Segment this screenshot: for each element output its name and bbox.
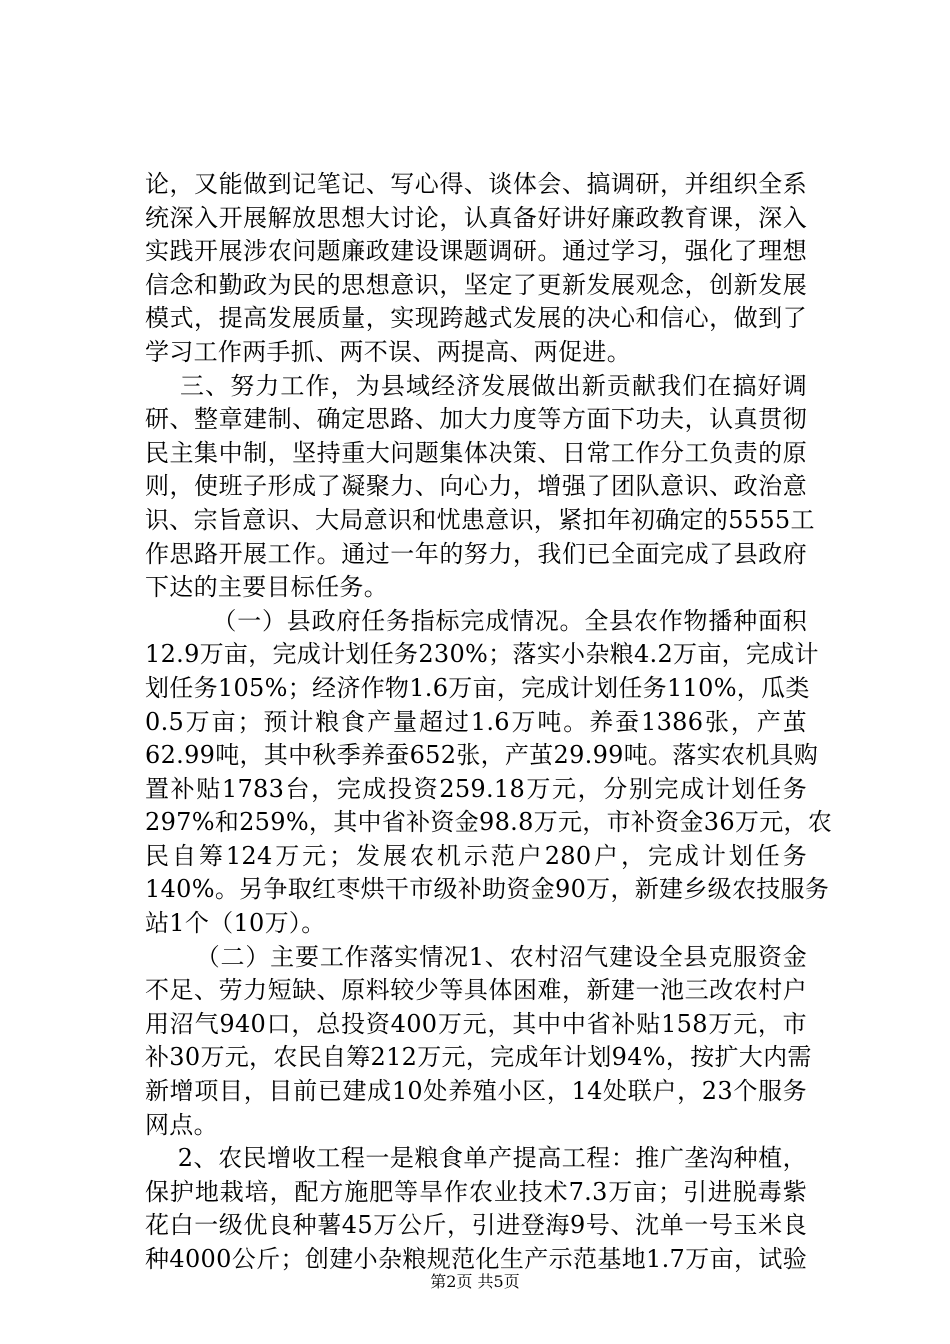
text-line: 信念和勤政为民的思想意识，坚定了更新发展观念，创新发展 bbox=[145, 270, 807, 299]
body-text bbox=[145, 168, 833, 1277]
text-line: 模式，提高发展质量，实现跨越式发展的决心和信心，做到了 bbox=[145, 304, 807, 333]
text-line: 下达的主要目标任务。 bbox=[145, 573, 388, 602]
text-line: 140%。另争取红枣烘干市级补助资金90万，新建乡级农技服务 bbox=[145, 875, 830, 904]
text-line: 用沼气940口，总投资400万元，其中中省补贴158万元，市 bbox=[145, 1009, 807, 1038]
text-line: 民主集中制，坚持重大问题集体决策、日常工作分工负责的原 bbox=[145, 438, 807, 467]
text-line: 民自筹124万元；发展农机示范户280户，完成计划任务 bbox=[145, 841, 807, 870]
text-line: 站1个（10万）。 bbox=[145, 909, 326, 938]
page-footer: 第2页 共5页 bbox=[430, 1272, 520, 1291]
text-line: 补30万元，农民自筹212万元，完成年计划94%，按扩大内需 bbox=[145, 1043, 812, 1072]
text-line: 不足、劳力短缺、原料较少等具体困难，新建一池三改农村户 bbox=[145, 976, 807, 1005]
text-line: 62.99吨，其中秋季养蚕652张，产茧29.99吨。落实农机具购 bbox=[145, 741, 819, 770]
text-line: 0.5万亩；预计粮食产量超过1.6万吨。养蚕1386张，产茧 bbox=[145, 707, 807, 736]
text-line: （一）县政府任务指标完成情况。全县农作物播种面积 bbox=[145, 606, 807, 635]
text-line: （二）主要工作落实情况1、农村沼气建设全县克服资金 bbox=[145, 942, 807, 971]
text-line: 划任务105%；经济作物1.6万亩，完成计划任务110%，瓜类 bbox=[145, 673, 810, 702]
text-line: 三、努力工作，为县域经济发展做出新贡献我们在搞好调 bbox=[145, 371, 807, 400]
text-line: 种4000公斤；创建小杂粮规范化生产示范基地1.7万亩，试验 bbox=[145, 1245, 807, 1273]
text-line: 网点。 bbox=[145, 1110, 218, 1139]
text-line: 论，又能做到记笔记、写心得、谈体会、搞调研，并组织全系 bbox=[145, 170, 807, 198]
text-line: 则，使班子形成了凝聚力、向心力，增强了团队意识、政治意 bbox=[145, 472, 807, 501]
text-line: 保护地栽培，配方施肥等旱作农业技术7.3万亩；引进脱毒紫 bbox=[145, 1177, 807, 1206]
text-line: 置补贴1783台，完成投资259.18万元，分别完成计划任务 bbox=[145, 774, 807, 803]
text-line: 12.9万亩，完成计划任务230%；落实小杂粮4.2万亩，完成计 bbox=[145, 640, 819, 669]
text-line: 统深入开展解放思想大讨论，认真备好讲好廉政教育课，深入 bbox=[145, 203, 807, 232]
text-line: 2、农民增收工程一是粮食单产提高工程：推广垄沟种植， bbox=[145, 1144, 807, 1173]
text-line: 研、整章建制、确定思路、加大力度等方面下功夫，认真贯彻 bbox=[145, 405, 807, 434]
text-line: 297%和259%，其中省补资金98.8万元，市补资金36万元，农 bbox=[145, 808, 833, 837]
text-line: 学习工作两手抓、两不误、两提高、两促进。 bbox=[145, 337, 631, 366]
text-line: 作思路开展工作。通过一年的努力，我们已全面完成了县政府 bbox=[145, 539, 807, 568]
text-line: 花白一级优良种薯45万公斤，引进登海9号、沈单一号玉米良 bbox=[145, 1211, 807, 1240]
text-line: 新增项目，目前已建成10处养殖小区，14处联户，23个服务 bbox=[145, 1077, 807, 1106]
text-line: 识、宗旨意识、大局意识和忧患意识，紧扣年初确定的5555工 bbox=[145, 505, 815, 534]
text-line: 实践开展涉农问题廉政建设课题调研。通过学习，强化了理想 bbox=[145, 237, 807, 266]
